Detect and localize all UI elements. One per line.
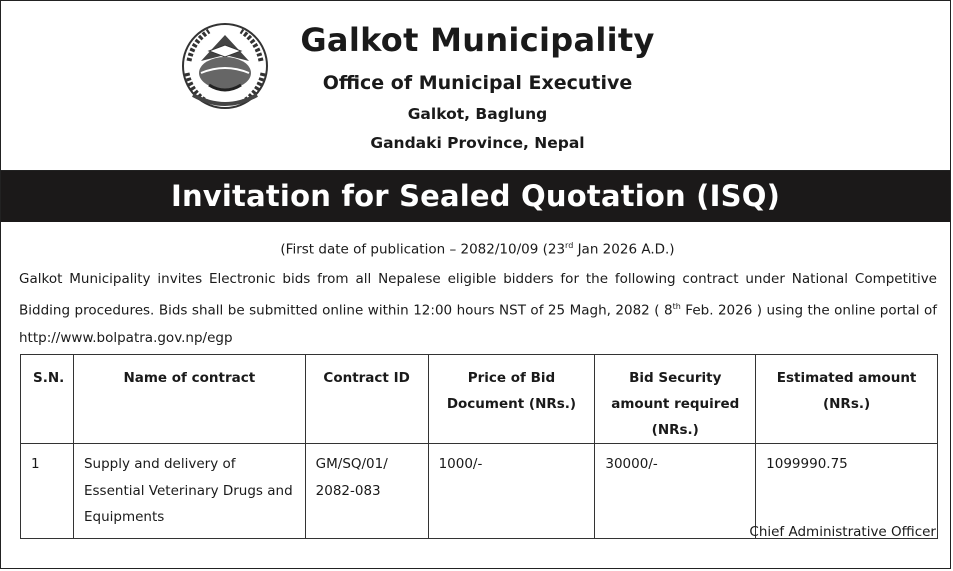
address-line-1: Galkot, Baglung xyxy=(407,105,548,123)
publication-date-sup: rd xyxy=(565,241,574,250)
cell-security: 30000/- xyxy=(595,444,756,539)
municipality-name: Galkot Municipality xyxy=(300,21,655,59)
letterhead xyxy=(1,1,950,171)
header-sn: S.N. xyxy=(21,355,74,444)
header-security: Bid Security amount required (NRs.) xyxy=(595,355,756,444)
notice-text-part2: Feb. 2026 ) using the online portal of http://www.bolpatra.gov.np/egp xyxy=(19,302,937,346)
office-name: Office of Municipal Executive xyxy=(322,72,633,94)
cell-contract-id: GM/SQ/01/ 2082-083 xyxy=(305,444,428,539)
cell-sn: 1 xyxy=(21,444,74,539)
contract-table xyxy=(20,354,938,539)
notice-text-sup: th xyxy=(672,302,681,311)
publication-date xyxy=(1,241,953,258)
notice-paragraph xyxy=(19,266,937,352)
cell-price: 1000/- xyxy=(428,444,595,539)
header-estimated: Estimated amount (NRs.) xyxy=(756,355,938,444)
notice-text-part1: Galkot Municipality invites Electronic bids from all Nepalese eligible bidders for the following contract under National Competitive Bidding procedures. Bids shall be submitted online within 12:00 hours NST of 25 Magh, 2082 ( 8 xyxy=(19,271,937,319)
signatory: Chief Administrative Officer xyxy=(749,524,936,540)
header-contract-id: Contract ID xyxy=(305,355,428,444)
cell-estimated: 1099990.75 xyxy=(756,444,938,539)
address-line-2: Gandaki Province, Nepal xyxy=(370,134,585,152)
cell-name: Supply and delivery of Essential Veterinary Drugs and Equipments xyxy=(73,444,305,539)
notice-title: Invitation for Sealed Quotation (ISQ) xyxy=(1,171,950,222)
header-name: Name of contract xyxy=(73,355,305,444)
header-price: Price of Bid Document (NRs.) xyxy=(428,355,595,444)
publication-date-prefix: (First date of publication – 2082/10/09 (23 xyxy=(280,241,566,258)
publication-date-tail: Jan 2026 A.D.) xyxy=(573,241,675,258)
table-header-row xyxy=(21,355,938,444)
